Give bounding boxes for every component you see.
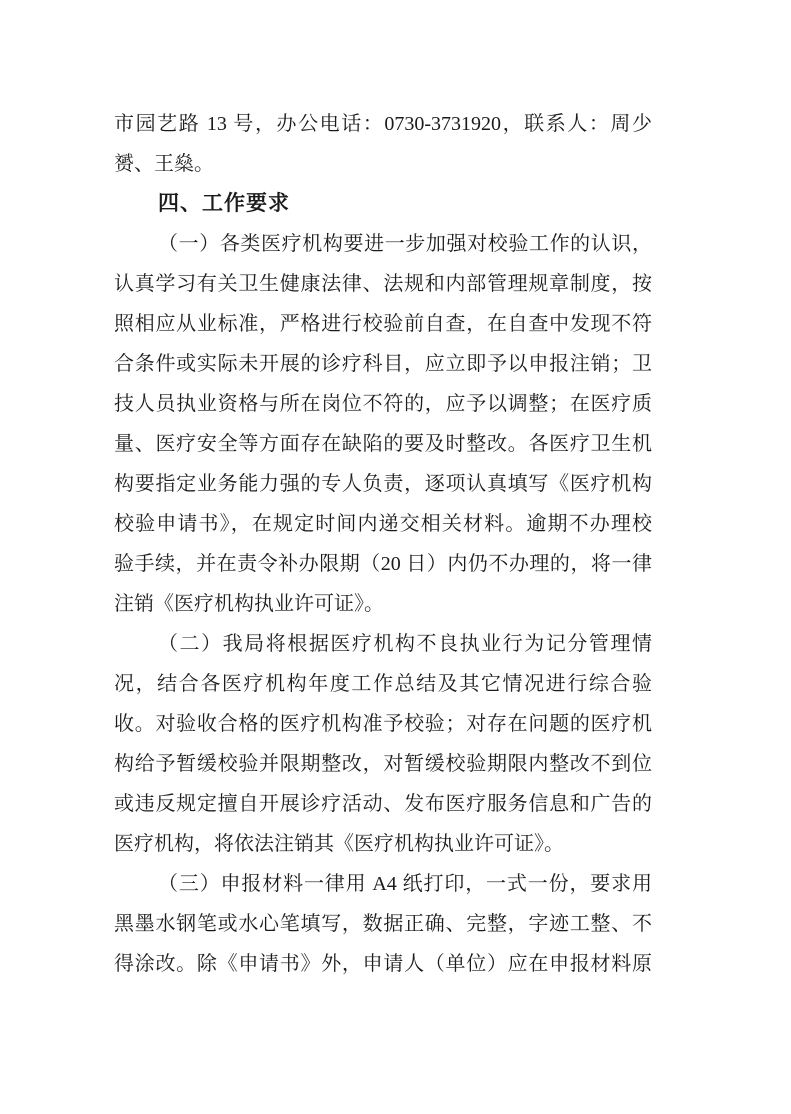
requirement-item-1-line: 验手续，并在责令补办限期（20 日）内仍不办理的，将一律	[114, 553, 652, 575]
requirement-item-1-line: 技人员执业资格与所在岗位不符的，应予以调整；在医疗质	[114, 393, 652, 415]
requirement-item-2-line: 况，结合各医疗机构年度工作总结及其它情况进行综合验	[114, 673, 652, 695]
contact-info-continuation-line: 赟、王燊。	[114, 153, 214, 175]
requirement-item-1-line: 认真学习有关卫生健康法律、法规和内部管理规章制度，按	[114, 273, 652, 295]
requirement-item-1-line: 校验申请书》，在规定时间内递交相关材料。逾期不办理校	[114, 513, 652, 535]
requirement-item-2-line: 收。对验收合格的医疗机构准予校验；对存在问题的医疗机	[114, 713, 652, 735]
requirement-item-1-line: 合条件或实际未开展的诊疗科目，应立即予以申报注销；卫	[114, 353, 652, 375]
requirement-item-2-line: 或违反规定擅自开展诊疗活动、发布医疗服务信息和广告的	[114, 793, 652, 815]
requirement-item-1-line: （一）各类医疗机构要进一步加强对校验工作的认识，	[158, 233, 652, 255]
contact-info-continuation-line: 市园艺路 13 号，办公电话：0730-3731920，联系人：周少	[114, 113, 652, 135]
requirement-item-3-line: 得涂改。除《申请书》外，申请人（单位）应在申报材料原	[114, 953, 652, 975]
requirement-item-2-line: （二）我局将根据医疗机构不良执业行为记分管理情	[158, 633, 652, 655]
requirement-item-1-line: 量、医疗安全等方面存在缺陷的要及时整改。各医疗卫生机	[114, 433, 652, 455]
document-text-block	[114, 104, 652, 984]
requirement-item-1-line: 照相应从业标准，严格进行校验前自查，在自查中发现不符	[114, 313, 652, 335]
requirement-item-2-line: 构给予暂缓校验并限期整改，对暂缓校验期限内整改不到位	[114, 753, 652, 775]
requirement-item-3-line: 黑墨水钢笔或水心笔填写，数据正确、完整，字迹工整、不	[114, 913, 652, 935]
requirement-item-1-line: 注销《医疗机构执业许可证》。	[114, 593, 384, 615]
requirement-item-2-line: 医疗机构，将依法注销其《医疗机构执业许可证》。	[114, 833, 564, 855]
requirement-item-1-line: 构要指定业务能力强的专人负责，逐项认真填写《医疗机构	[114, 473, 652, 495]
requirement-item-3-line: （三）申报材料一律用 A4 纸打印，一式一份，要求用	[158, 873, 652, 895]
section-heading: 四、工作要求	[158, 192, 290, 215]
